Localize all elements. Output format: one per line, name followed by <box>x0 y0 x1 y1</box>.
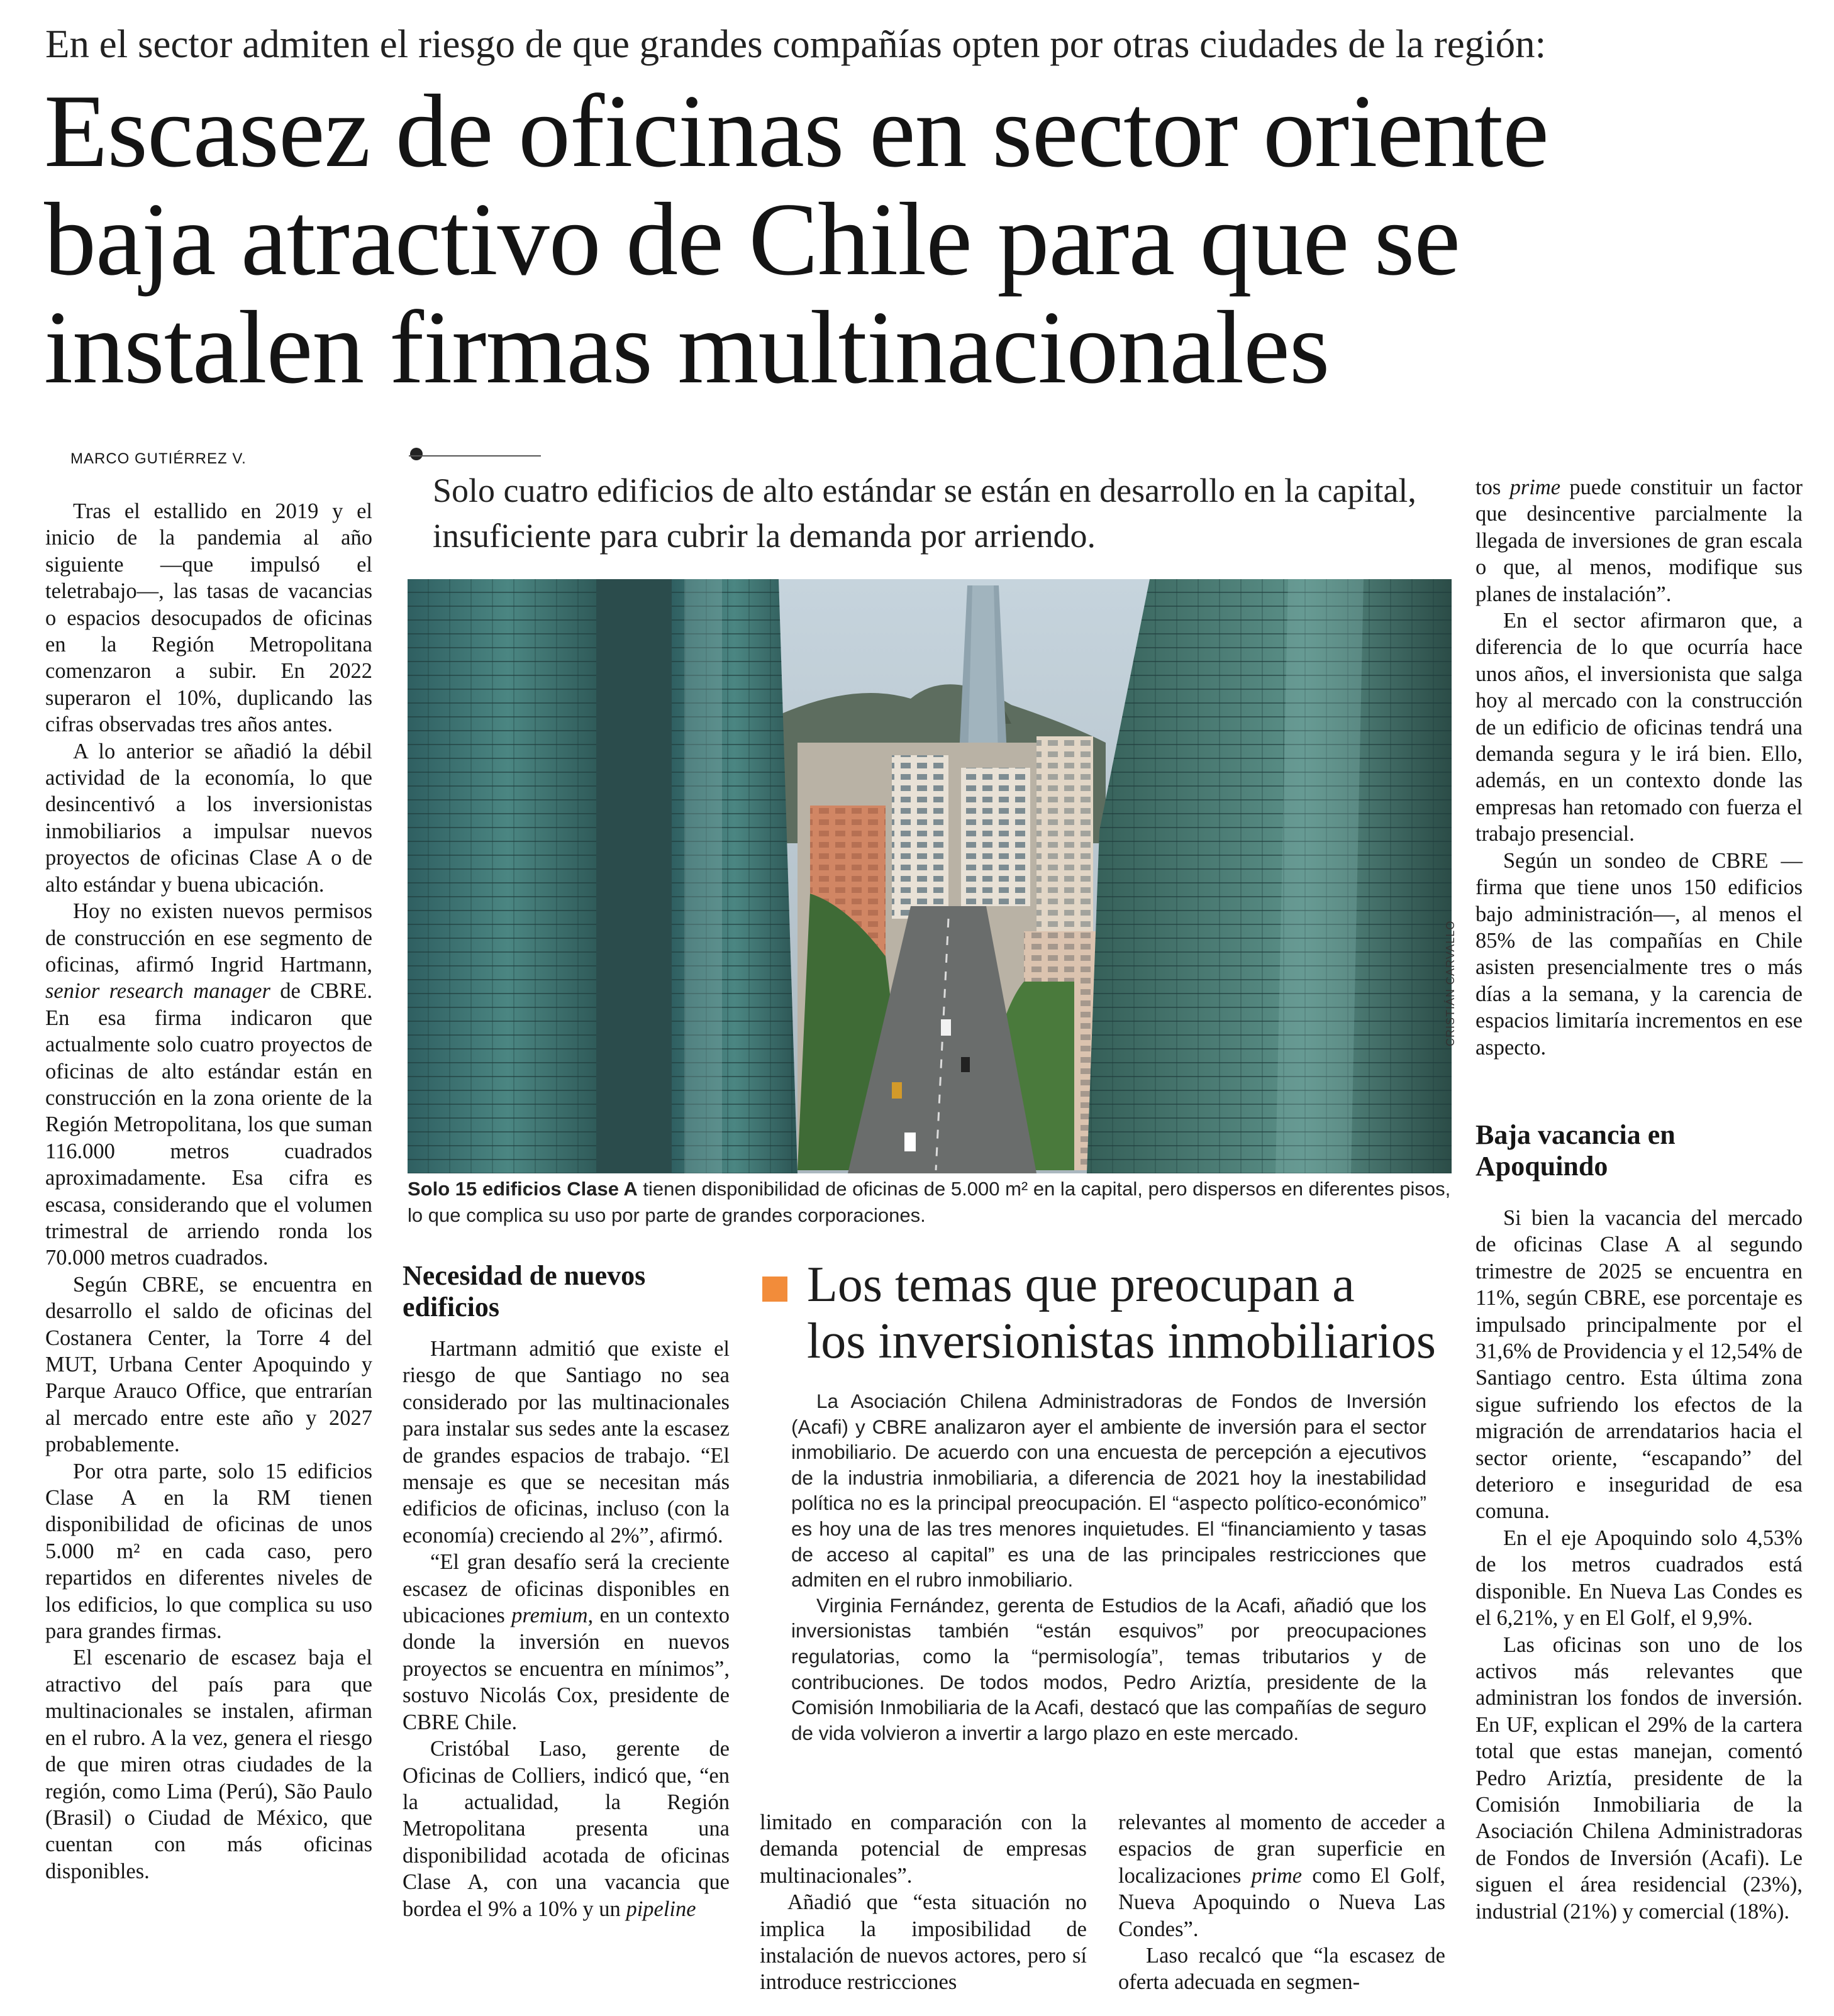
paragraph: Añadió que “esta situación no implica la imposibilidad de instalación de nuevos actores, pero sí introduce restricciones <box>760 1890 1087 1995</box>
paragraph: Hartmann admitió que existe el riesgo de que Santiago no sea considerado por las multinacionales para instalar sus sedes ante la escasez de grandes espacios de trabajo. “El mensaje es que se necesitan más edificios de oficinas, incluso (con la economía) creciendo al 2%”, afirmó. <box>403 1337 730 1548</box>
deck-rule <box>409 455 541 457</box>
paragraph: Virginia Fernández, gerenta de Estudios de la Acafi, añadió que los inversionistas también “están esquivos” por preocupaciones regulatorias, como la “permisología”, temas tributarios y de contribuciones. De todos modos, Pedro Ariztía, presidente de la Comisión Inmobiliaria de la Acafi, destacó que las compañías de seguro de vida volvieron a invertir a largo plazo en este mercado. <box>791 1593 1426 1744</box>
paragraph: relevantes al momento de acceder a espacios de gran superficie en localizaciones prime como El Golf, Nueva Apoquindo o Nueva Las Condes”. <box>1118 1810 1445 1941</box>
article-column-5 <box>1476 474 1803 1061</box>
article-column-1 <box>45 498 372 1885</box>
paragraph: Cristóbal Laso, gerente de Oficinas de Colliers, indicó que, “en la actualidad, la Región Metropolitana presenta una disponibilidad acotada de oficinas Clase A, con una vacancia que bordea el 9% a 10% y un pipeline <box>403 1737 730 1921</box>
photo-caption: Solo 15 edificios Clase A tienen disponibilidad de oficinas de 5.000 m² en la capital, pero dispersos en diferentes pisos, lo que complica su uso por parte de grandes corporaciones. <box>408 1178 1451 1226</box>
article-column-4 <box>1118 1809 1445 1996</box>
article-column-2 <box>403 1336 730 1922</box>
box-text <box>791 1388 1426 1746</box>
paragraph: En el sector afirmaron que, a diferencia de lo que ocurría hace unos años, el inversionista que salga hoy al mercado con la construcción de un edificio de oficinas tendrá una demanda segura y le irá bien. Ello, además, en un contexto donde las empresas han retomado con fuerza el trabajo presencial. <box>1476 609 1803 846</box>
photo-credit: CRISTIÁN CARVALLO <box>1444 920 1457 1046</box>
paragraph: Por otra parte, solo 15 edificios Clase A en la RM tienen disponibilidad de oficinas de unos 5.000 m² en cada caso, pero repartidos en diferentes niveles de los edificios, lo que complica su uso para grandes firmas. <box>45 1459 372 1644</box>
paragraph: Laso recalcó que “la escasez de oferta adecuada en segmen- <box>1118 1944 1445 1995</box>
paragraph: Si bien la vacancia del mercado de oficinas Clase A al segundo trimestre de 2025 se encuentra en 11%, según CBRE, ese porcentaje es impulsado principalmente por el 31,6% de Providencia y el 12,54% de Santiago centro. Esta última zona sigue sufriendo los efectos de la migración de arrendatarios hacia el sector oriente, “escapando” del deterioro e inseguridad de esa comuna. <box>1476 1206 1803 1524</box>
paragraph: Tras el estallido en 2019 y el inicio de la pandemia al año siguiente —que impulsó el teletrabajo—, las tasas de vacancias o espacios desocupados de oficinas en la Región Metropolitana comenzaron a subir. En 2022 superaron el 10%, duplicando las cifras observadas tres años antes. <box>45 499 372 737</box>
kicker: En el sector admiten el riesgo de que grandes compañías opten por otras ciudades de la región: <box>45 22 1547 66</box>
article-column-5-continued <box>1476 1205 1803 1925</box>
paragraph: Las oficinas son uno de los activos más relevantes que administran los fondos de inversión. En UF, explican el 29% de la cartera total que estas manejan, comentó Pedro Ariztía, presidente de la Comisión Inmobiliaria de la Asociación Chilena Administradoras de Fondos de Inversión (Acafi). Le siguen el área residencial (23%), industrial (21%) y comercial (18%). <box>1476 1632 1803 1924</box>
headline-line-3: instalen firmas multinacionales <box>44 289 1330 405</box>
box-title: Los temas que preocupan a los inversionistas inmobiliarios <box>807 1257 1436 1369</box>
article-column-3 <box>760 1809 1087 1996</box>
paragraph: “El gran desafío será la creciente escasez de oficinas disponibles en ubicaciones premium, en un contexto donde la inversión en nuevos proyectos se encuentra en mínimos”, sostuvo Nicolás Cox, presidente de CBRE Chile. <box>403 1550 730 1734</box>
headline-line-2: baja atractivo de Chile para que se <box>44 181 1460 297</box>
paragraph: Según un sondeo de CBRE —firma que tiene unos 150 edificios bajo administración—, al menos el 85% de las compañías en Chile asisten presencialmente tres o más días a la semana, y la carencia de espacios limitaría incrementos en ese aspecto. <box>1476 848 1803 1060</box>
box-accent-square <box>762 1277 787 1302</box>
deck-bullet <box>410 448 423 460</box>
deck: Solo cuatro edificios de alto estándar se están en desarrollo en la capital, insuficiente para cubrir la demanda por arriendo. <box>433 472 1416 555</box>
paragraph: A lo anterior se añadió la débil actividad de la economía, lo que desincentivó a los inversionistas inmobiliarios a impulsar nuevos proyectos de oficinas Clase A o de alto estándar y buena ubicación. <box>45 739 372 897</box>
byline: MARCO GUTIÉRREZ V. <box>70 450 247 467</box>
paragraph: tos prime puede constituir un factor que desincentive parcialmente la llegada de inversiones de gran escala o que, al menos, modifique sus planes de instalación”. <box>1476 475 1803 606</box>
section-subhead: Necesidad de nuevos edificios <box>403 1260 646 1322</box>
section-subhead: Baja vacancia en Apoquindo <box>1476 1119 1676 1182</box>
paragraph: En el eje Apoquindo solo 4,53% de los metros cuadrados está disponible. En Nueva Las Condes es el 6,21%, y en El Golf, el 9,9%. <box>1476 1526 1803 1631</box>
city-skyline-illustration <box>408 579 1452 1173</box>
article-photo <box>408 579 1452 1173</box>
paragraph: Según CBRE, se encuentra en desarrollo el saldo de oficinas del Costanera Center, la Torre 4 del MUT, Urbana Center Apoquindo y Parque Arauco Office, que entrarían al mercado entre este año y 2027 probablemente. <box>45 1272 372 1457</box>
headline-line-1: Escasez de oficinas en sector oriente <box>44 73 1548 189</box>
headline <box>44 73 1818 405</box>
paragraph: Hoy no existen nuevos permisos de construcción en ese segmento de oficinas, afirmó Ingrid Hartmann, senior research manager de CBRE. En esa firma indicaron que actualmente solo cuatro proyectos de oficinas de alto estándar están en construcción en la zona oriente de la Región Metropolitana, los que suman 116.000 metros cuadrados aproximadamente. Esa cifra es escasa, considerando que el volumen trimestral de arriendo ronda los 70.000 metros cuadrados. <box>45 899 373 1270</box>
paragraph: limitado en comparación con la demanda potencial de empresas multinacionales”. <box>760 1810 1087 1888</box>
paragraph: La Asociación Chilena Administradoras de Fondos de Inversión (Acafi) y CBRE analizaron ayer el ambiente de inversión para el sector inmobiliario. De acuerdo con una encuesta de percepción a ejecutivos de la industria inmobiliaria, a diferencia de 2021 hoy la inestabilidad política no es la principal preocupación. El “aspecto político-económico” es hoy una de las tres menores inquietudes. El “financiamiento y tasas de acceso al capital” es una de las principales restricciones que admiten en el rubro inmobiliario. <box>791 1390 1426 1592</box>
paragraph: El escenario de escasez baja el atractivo del país para que multinacionales se instalen, afirman en el rubro. A la vez, genera el riesgo de que miren otras ciudades de la región, como Lima (Perú), São Paulo (Brasil) o Ciudad de México, que cuentan con más oficinas disponibles. <box>45 1646 372 1883</box>
